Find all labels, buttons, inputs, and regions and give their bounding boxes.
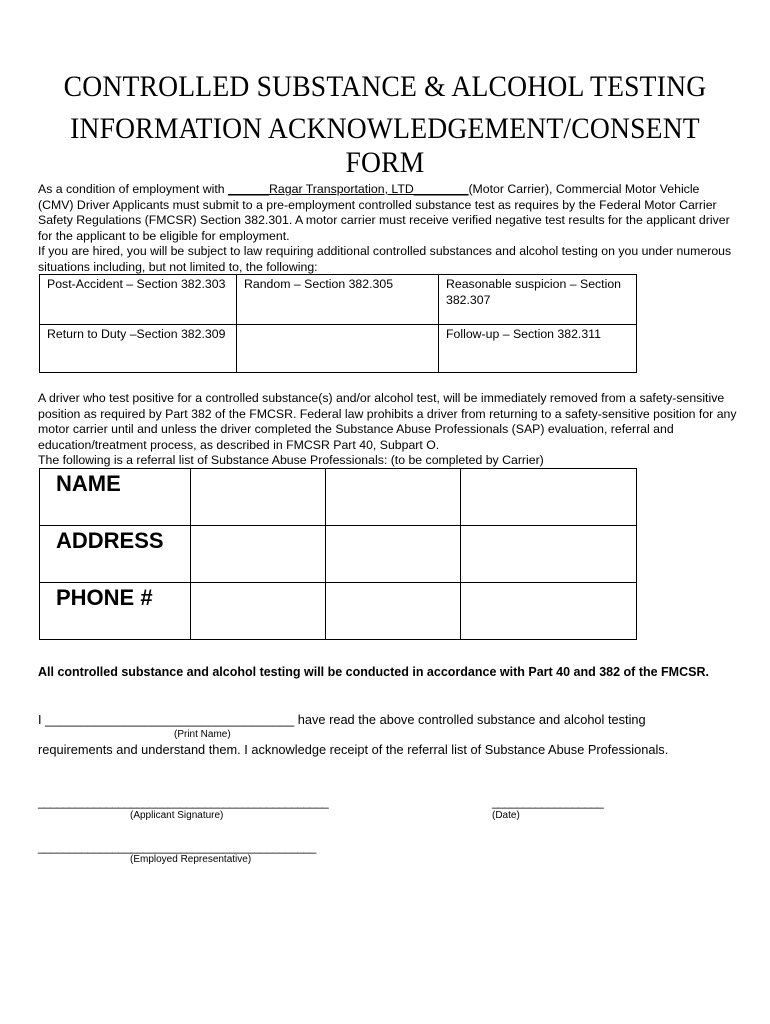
testing-situations-table xyxy=(39,274,637,373)
table-row xyxy=(40,583,637,640)
referral-cell[interactable] xyxy=(326,469,461,526)
positive-result-text: A driver who test positive for a controlled substance(s) and/or alcohol test, will be immediately removed from a safety-sensitive position as required by Part 382 of the FMCSR. Federal law prohibits a driver from returning to a safety-sensitive position for any motor carrier until and unless the driver completed the Substance Abuse Professionals (SAP) evaluation, referral and education/treatment process, as described in FMCSR Part 40, Subpart O. xyxy=(38,391,737,452)
print-name-label: (Print Name) xyxy=(174,729,231,740)
date-line[interactable]: __________________ xyxy=(492,795,604,809)
test-follow-up: Follow-up – Section 382.311 xyxy=(439,325,637,373)
referral-cell[interactable] xyxy=(461,526,637,583)
test-post-accident: Post-Accident – Section 382.303 xyxy=(40,275,237,325)
intro-paragraph xyxy=(38,182,738,276)
referral-phone-label: PHONE # xyxy=(40,583,191,640)
referral-cell[interactable] xyxy=(191,526,326,583)
representative-signature-label: (Employed Representative) xyxy=(130,854,252,865)
hired-notice: If you are hired, you will be subject to law requiring additional controlled substances and alcohol testing on you under numerous situations including, but not limited to, the following: xyxy=(38,244,732,274)
compliance-note: All controlled substance and alcohol testing will be conducted in accordance with Part 40 and 382 of the FMCSR. xyxy=(38,665,709,679)
applicant-signature-label: (Applicant Signature) xyxy=(130,810,224,821)
referral-cell[interactable] xyxy=(461,469,637,526)
test-empty-cell xyxy=(237,325,439,373)
sap-referral-table xyxy=(39,468,637,640)
referral-address-label: ADDRESS xyxy=(40,526,191,583)
referral-cell[interactable] xyxy=(191,469,326,526)
applicant-signature-line[interactable]: _______________________________________________ xyxy=(38,795,329,809)
form-title-line-1: CONTROLLED SUBSTANCE & ALCOHOL TESTING xyxy=(63,70,707,103)
form-title-line-2: INFORMATION ACKNOWLEDGEMENT/CONSENT FORM xyxy=(70,112,700,179)
acknowledgement-line-2: requirements and understand them. I acknowledge receipt of the referral list of Substance Abuse Professionals. xyxy=(38,742,669,757)
motor-carrier-name: ______Ragar Transportation, LTD________ xyxy=(228,182,469,196)
referral-cell[interactable] xyxy=(326,526,461,583)
intro-body: (Motor Carrier), Commercial Motor Vehicle (CMV) Driver Applicants must submit to a pre-employment controlled substance test as requires by the Federal Motor Carrier Safety Regulations (FMCSR) Section 382.301. A motor carrier must receive verified negative test results for the applicant driver for the applicant to be eligible for employment. xyxy=(38,182,730,243)
table-row xyxy=(40,325,637,373)
acknowledgement-line-1[interactable]: I ___________________________________ have read the above controlled substance and alcohol testing xyxy=(38,712,646,727)
referral-name-label: NAME xyxy=(40,469,191,526)
test-random: Random – Section 382.305 xyxy=(237,275,439,325)
table-row xyxy=(40,469,637,526)
representative-signature-line[interactable]: _____________________________________________ xyxy=(38,840,316,854)
test-return-to-duty: Return to Duty –Section 382.309 xyxy=(40,325,237,373)
date-label: (Date) xyxy=(492,810,520,821)
table-row xyxy=(40,275,637,325)
positive-result-paragraph xyxy=(38,391,738,469)
intro-prefix: As a condition of employment with xyxy=(38,182,229,196)
referral-cell[interactable] xyxy=(461,583,637,640)
referral-cell[interactable] xyxy=(191,583,326,640)
referral-cell[interactable] xyxy=(326,583,461,640)
table-row xyxy=(40,526,637,583)
test-reasonable-suspicion: Reasonable suspicion – Section 382.307 xyxy=(439,275,637,325)
referral-list-intro: The following is a referral list of Substance Abuse Professionals: (to be completed by Carrier) xyxy=(38,453,544,468)
